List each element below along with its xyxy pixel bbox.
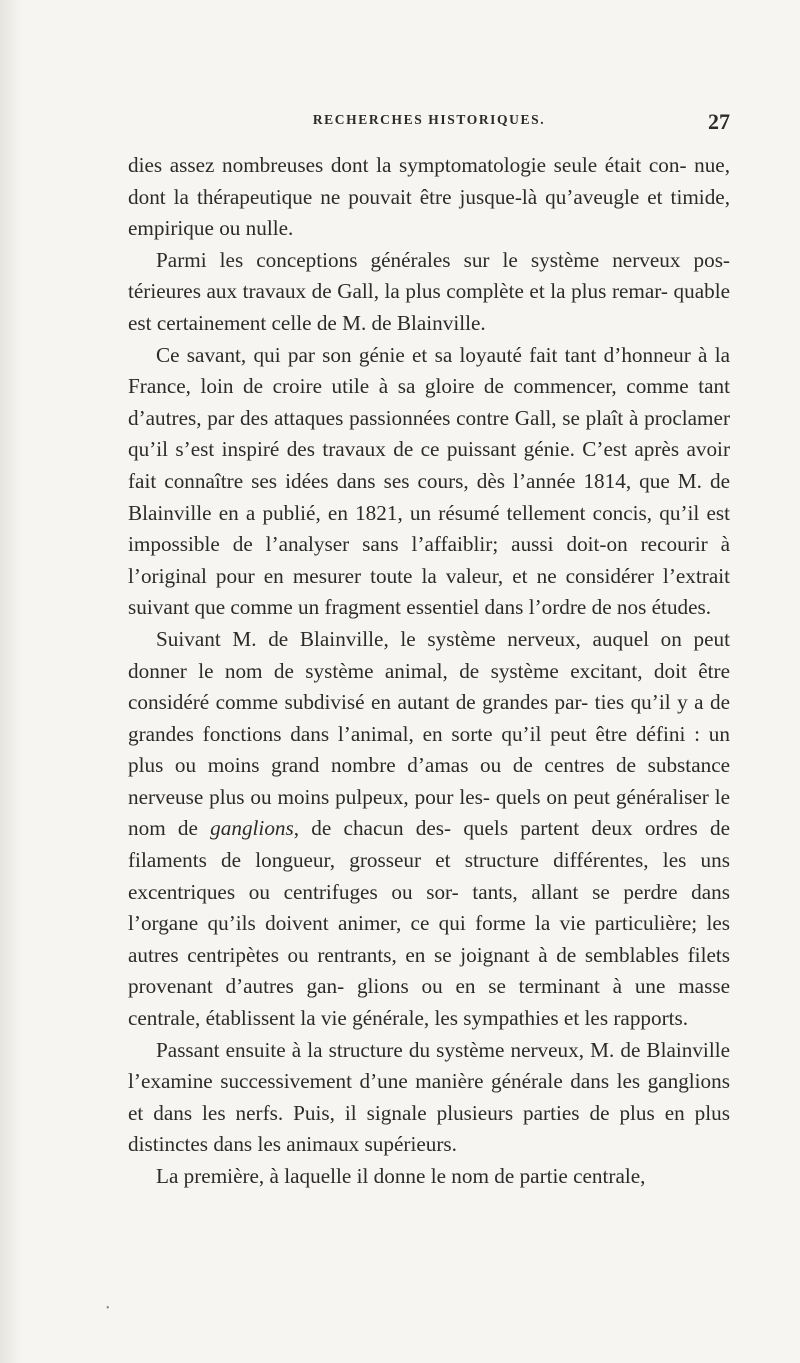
paragraph-structure: Passant ensuite à la structure du système nerveux, M. de Blainville l’examine successivement d’une manière générale dans les ganglions et dans les nerfs. Puis, il signale plusieurs parties de plus en plus distinctes dans les animaux supérieurs. <box>128 1037 730 1157</box>
page-header <box>128 109 730 134</box>
paragraph-text-part: Suivant M. de Blainville, le système nerveux, auquel on peut donner le nom de système animal, de système excitant, doit être considéré comme subdivisé en autant de grandes par- ties qu’il y a de grandes fonctions dans l’animal, en sorte qu’il peut être défini : un plus ou moins grand nombre d’amas ou de centres de substance nerveuse plus ou moins pulpeux, pour les- quels on peut généraliser le nom de <box>128 626 730 841</box>
paragraph-premiere: La première, à laquelle il donne le nom de partie centrale, <box>156 1164 646 1188</box>
binding-gutter-shadow <box>0 0 22 1363</box>
paragraph-savant: Ce savant, qui par son génie et sa loyauté fait tant d’honneur à la France, loin de croire utile à sa gloire de commencer, comme tant d’autres, par des attaques passionnées contre Gall, se plaît à proclamer qu’il s’est inspiré des travaux de ce puissant génie. C’est après avoir fait connaître ses idées dans ses cours, dès l’année 1814, que M. de Blainville en a publié, en 1821, un résumé tellement concis, qu’il est impossible de l’analyser sans l’affaiblir; aussi doit-on recourir à l’original pour en mesurer toute la valeur, et ne considérer l’extrait suivant que comme un fragment essentiel dans l’ordre de nos études. <box>128 342 730 620</box>
body-text <box>128 150 730 1193</box>
running-head: RECHERCHES HISTORIQUES. <box>312 112 546 127</box>
page-number: 27 <box>708 109 730 134</box>
page-speck: • <box>106 1303 110 1314</box>
paragraph-systeme-nerveux <box>128 624 730 1035</box>
paragraph-continued: dies assez nombreuses dont la symptomatologie seule était con- nue, dont la thérapeutique ne pouvait être jusque-là qu’aveugle et timide, empirique ou nulle. <box>128 153 730 241</box>
paragraph-text-part: , de chacun des- quels partent deux ordres de filaments de longueur, grosseur et structure différentes, les uns excentriques ou centrifuges ou sor- tants, allant se perdre dans l’organe qu’ils doivent animer, ce qui forme la vie particulière; les autres centripètes ou rentrants, en se joignant à de semblables filets provenant d’autres gan- glions ou en se terminant à une masse centrale, établissent la vie générale, les sympathies et les rapports. <box>128 816 731 1031</box>
italic-term: ganglions <box>210 816 294 841</box>
paragraph-blainville-intro: Parmi les conceptions générales sur le système nerveux pos- térieures aux travaux de Gall, la plus complète et la plus remar- quable est certainement celle de M. de Blainville. <box>128 247 730 335</box>
